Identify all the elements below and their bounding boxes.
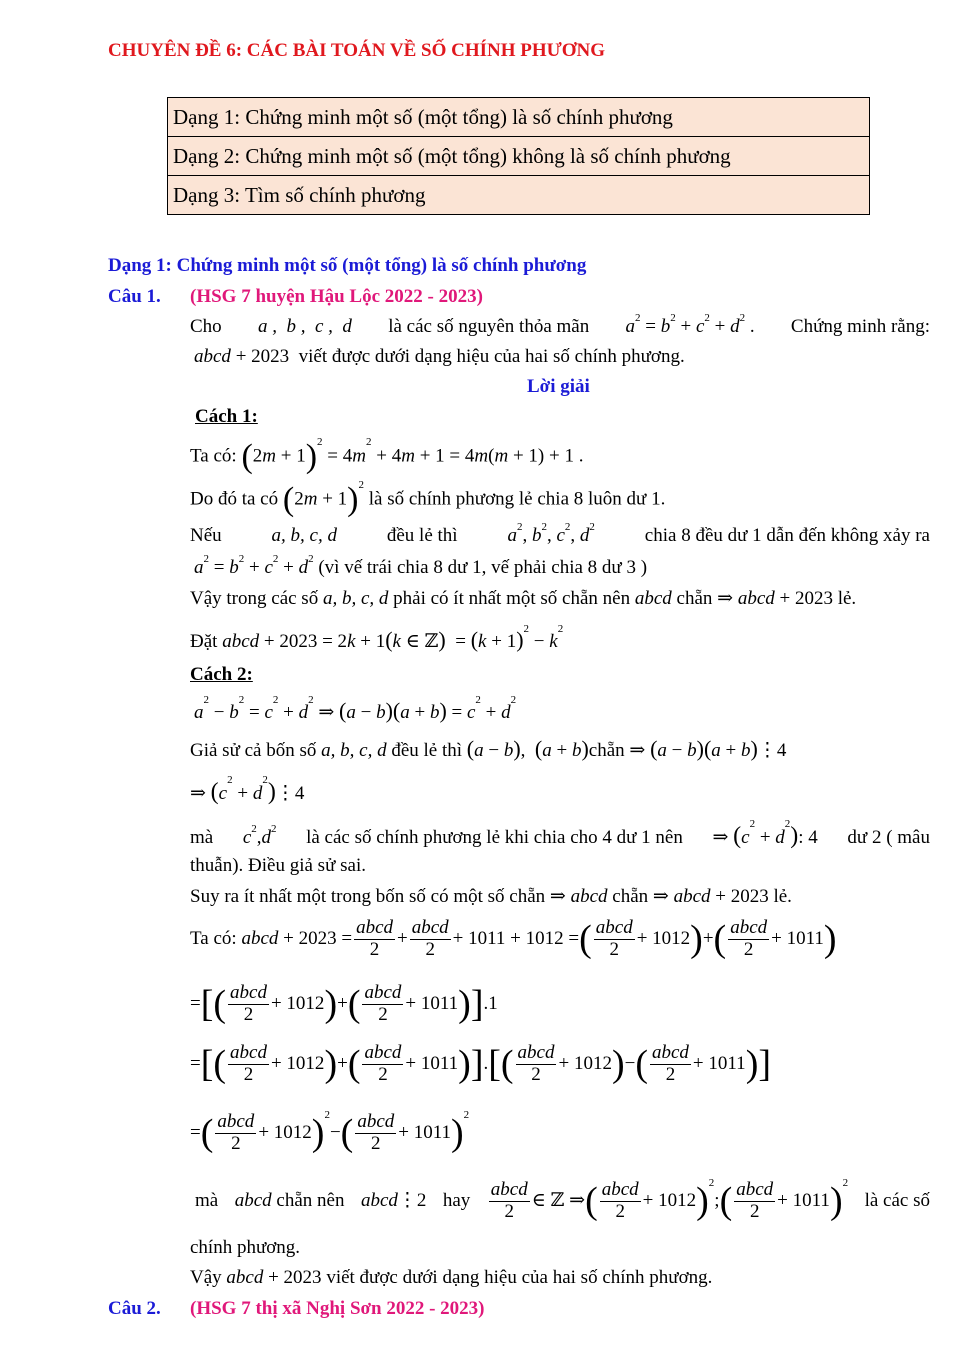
method-1-line-6: Đặt abcd + 2023 = 2k + 1(k ∈ ℤ) = $(k + 1)^2 - k^2$ — [190, 623, 564, 652]
method-2-line-4: mà $c^2,d^2$ là các số chính phương lẻ khi chia cho 4 dư 1 nên ⇒ $(c^2 + d^2)$: 4 dư 2 ( mâu — [190, 818, 930, 849]
solution-heading: Lời giải — [527, 376, 590, 397]
method-2-equation-3: = [ ( $\frac{\text{abcd}}{2}$ + 1012 ) + ( $\frac{\text{abcd}}{2}$ + 1011 ) ] . [ ( $\frac{\text{abcd}}{2}$ + 1012 ) − ( $\frac{\text{abcd}}{2}$ + 1011 ) ] — [190, 1042, 771, 1086]
topic-row-2: Dạng 2: Chứng minh một số (một tổng) không là số chính phương — [168, 137, 870, 176]
method-1-line-3: Nếu a, b, c, d đều lẻ thì $a^2$, $b^2$, $c^2$, $d^2$ chia 8 đều dư 1 dẫn đến không xảy ra — [190, 521, 930, 546]
method-2-line-8: chính phương. — [190, 1237, 301, 1258]
method-2-line-1: $a^2 - b^2 = c^2 + d^2$ ⇒ $(a - b)(a + b) = c^2 + d^2$ — [194, 694, 517, 723]
method-2-equation-1: Ta có: abcd + 2023 = $\frac{\text{abcd}}{2}$ + $\frac{\text{abcd}}{2}$ + 1011 + 1012 = ( $\frac{\text{abcd}}{2}$ + 1012 ) + ( $\frac{\text{abcd}}{2}$ + 1011 ) — [190, 917, 837, 961]
section-heading: Dạng 1: Chứng minh một số (một tổng) là số chính phương — [108, 255, 587, 276]
method-2-line-3: ⇒ ($c^2$ + $d^2)⋮4$ — [190, 774, 305, 805]
problem-statement-line-2: abcd + 2023 viết được dưới dạng hiệu của hai số chính phương. — [194, 346, 685, 367]
method-1-line-4: $a^2 = b^2 + c^2 + d^2$ (vì vế trái chia 8 dư 1, vế phải chia 8 dư 3 ) — [194, 553, 648, 578]
question-2-source: (HSG 7 thị xã Nghị Sơn 2022 - 2023) — [190, 1298, 485, 1319]
problem-statement-line-1: Cho a , b , c , d là các số nguyên thỏa mãn $a^2 = b^2 + c^2 + d^2$ . Chứng minh rằng: — [190, 312, 930, 337]
topic-table — [167, 97, 870, 215]
method-2-equation-2: = [ ( $\frac{\text{abcd}}{2}$ + 1012 ) + ( $\frac{\text{abcd}}{2}$ + 1011 ) ] .1 — [190, 982, 498, 1026]
method-2-line-2: Giả sử cả bốn số a, b, c, d đều lẻ thì (a − b), (a + b)chẵn ⇒ (a − b)(a + b)⋮4 — [190, 736, 787, 761]
method-2-heading: Cách 2: — [190, 664, 253, 685]
method-1-line-2: Do đó ta có $(2m + 1)^2$ là số chính phương lẻ chia 8 luôn dư 1. — [190, 479, 666, 518]
method-2-line-6: Suy ra ít nhất một trong bốn số có một số chẵn ⇒ abcd chẵn ⇒ abcd + 2023 lẻ. — [190, 886, 792, 907]
document-title: CHUYÊN ĐỀ 6: CÁC BÀI TOÁN VỀ SỐ CHÍNH PHƯƠNG — [108, 40, 606, 61]
topic-row-3: Dạng 3: Tìm số chính phương — [168, 176, 870, 215]
method-1-line-1: Ta có: $(2m + 1)^2 = 4m^2 + 4m + 1 = 4m(m + 1) + 1$ . — [190, 436, 584, 475]
question-1-source: (HSG 7 huyện Hậu Lộc 2022 - 2023) — [190, 286, 483, 307]
question-1-label: Câu 1. — [108, 286, 161, 307]
question-2-label: Câu 2. — [108, 1298, 161, 1319]
method-1-line-5: Vậy trong các số a, b, c, d phải có ít nhất một số chẵn nên abcd chẵn ⇒ abcd + 2023 lẻ. — [190, 588, 857, 609]
method-2-equation-4: = ( $\frac{\text{abcd}}{2}$ + 1012 ) $^2$ − ( $\frac{\text{abcd}}{2}$ + 1011 ) $^2$ — [190, 1108, 470, 1155]
method-1-heading: Cách 1: — [195, 406, 258, 427]
method-2-line-5: thuẫn). Điều giả sử sai. — [190, 855, 366, 876]
method-2-line-7: mà abcd chẵn nên abcd⋮2 hay $\frac{\text{abcd}}{2}$ ∈ ℤ ⇒ ( $\frac{\text{abcd}}{2}$ + 1012 ) $^2$ ; ( $\frac{\text{abcd}}{2}$ + 1011 ) $^2$ là các số — [195, 1176, 930, 1223]
method-2-conclusion: Vậy abcd + 2023 viết được dưới dạng hiệu của hai số chính phương. — [190, 1267, 713, 1288]
topic-row-1: Dạng 1: Chứng minh một số (một tổng) là số chính phương — [168, 98, 870, 137]
